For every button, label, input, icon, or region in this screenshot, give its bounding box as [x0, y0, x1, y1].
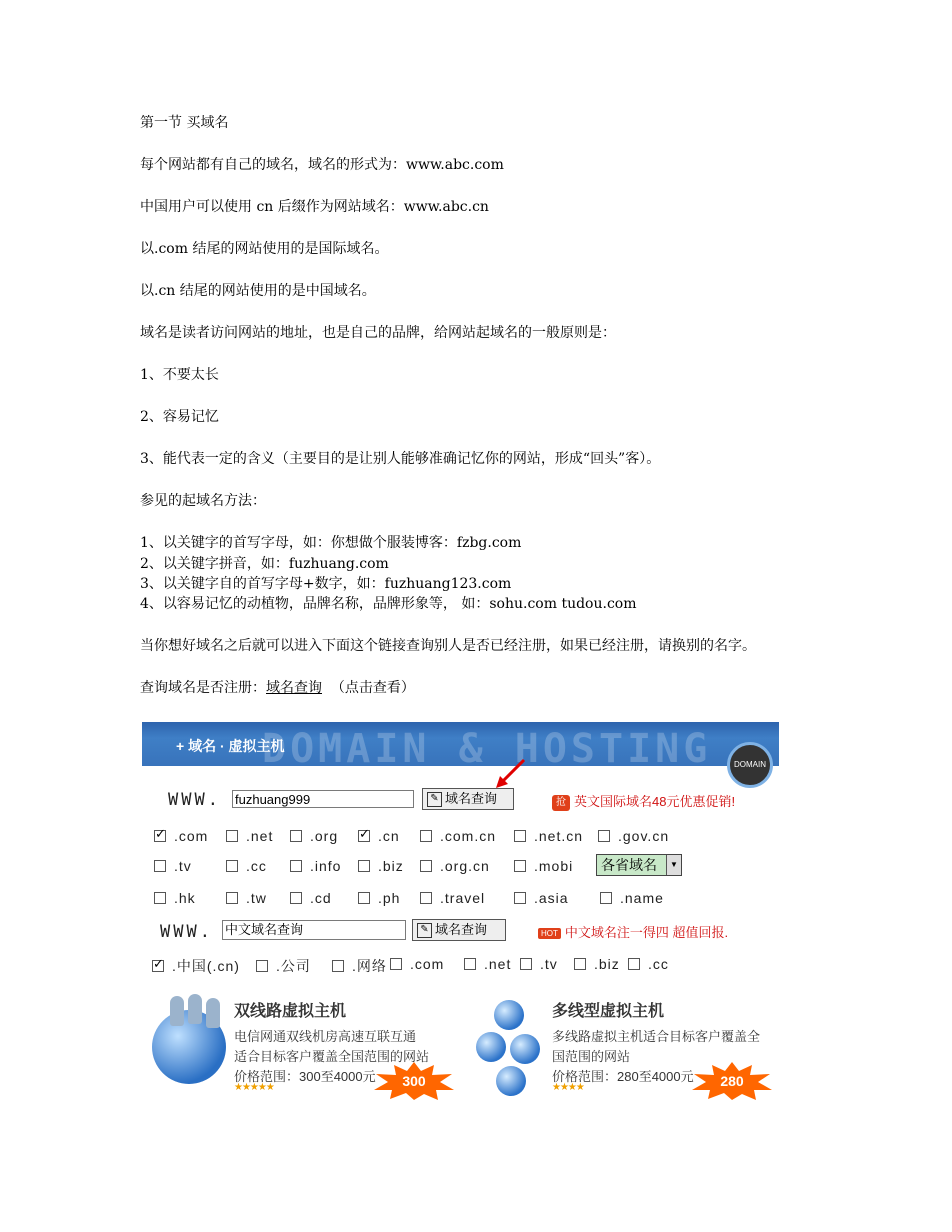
rule-item-1: 1、不要太长 [140, 367, 219, 383]
paragraph-cn-china: 以.cn 结尾的网站使用的是中国域名。 [140, 283, 376, 299]
rule-item-3: 3、能代表一定的含义（主要目的是让别人能够准确记忆你的网站，形成“回头”客）。 [140, 451, 661, 467]
checkbox-box[interactable] [600, 892, 612, 904]
person-icon [206, 998, 220, 1028]
checkbox-label: .cn [378, 828, 400, 844]
promo-tag-icon: 抢 [552, 795, 570, 811]
checkbox-label: .tv [174, 858, 192, 874]
checkbox-label: .tw [246, 890, 267, 906]
methods-heading: 参见的起域名方法： [140, 493, 266, 509]
checkbox-box[interactable] [226, 860, 238, 872]
checkbox-label: .net.cn [534, 828, 584, 844]
checkbox-box[interactable] [514, 860, 526, 872]
cn-tld-checkbox[interactable] [574, 956, 620, 972]
rating-stars-icon: ★★★★ [552, 1082, 584, 1093]
checkbox-box[interactable] [152, 960, 164, 972]
hosting-title: 多线型虚拟主机 [552, 1003, 665, 1020]
checkbox-label: .ph [378, 890, 401, 906]
cn-tld-checkbox[interactable] [628, 956, 669, 972]
checkbox-box[interactable] [358, 860, 370, 872]
checkbox-box[interactable] [290, 860, 302, 872]
checkbox-label: .中国(.cn) [172, 958, 240, 974]
checkbox-label: .网络 [352, 958, 387, 974]
pen-icon: ✎ [417, 923, 432, 938]
checkbox-label: .info [310, 858, 342, 874]
network-node-icon [510, 1034, 540, 1064]
checkbox-label: .com [174, 828, 209, 844]
checkbox-box[interactable] [226, 830, 238, 842]
tld-checkbox[interactable] [514, 828, 583, 844]
banner-title: + 域名 · 虚拟主机 [176, 738, 285, 754]
dropdown-arrow-icon: ▼ [666, 855, 681, 875]
checkbox-box[interactable] [628, 958, 640, 970]
domain-query-button[interactable] [422, 788, 514, 810]
checkbox-label: .org.cn [440, 858, 490, 874]
rating-stars-icon: ★★★★★ [234, 1082, 274, 1093]
paragraph-check-registration: 当你想好域名之后就可以进入下面这个链接查询别人是否已经注册，如果已经注册，请换别的名字。 [140, 638, 756, 654]
checkbox-box[interactable] [154, 860, 166, 872]
tld-checkbox[interactable] [154, 890, 196, 906]
checkbox-box[interactable] [290, 892, 302, 904]
cn-tld-checkbox[interactable] [520, 956, 558, 972]
person-icon [188, 994, 202, 1024]
tld-checkbox[interactable] [154, 828, 208, 844]
checkbox-box[interactable] [420, 860, 432, 872]
red-arrow-icon [494, 756, 530, 790]
checkbox-box[interactable] [154, 830, 166, 842]
paragraph-principles: 域名是读者访问网站的地址，也是自己的品牌，给网站起域名的一般原则是： [140, 325, 616, 341]
checkbox-box[interactable] [290, 830, 302, 842]
promo-chinese-text: 中文域名注一得四 超值回报. [564, 925, 729, 940]
checkbox-label: .org [310, 828, 339, 844]
checkbox-label: .mobi [534, 858, 574, 874]
province-domain-select[interactable] [596, 854, 682, 876]
tld-checkbox[interactable] [226, 828, 273, 844]
checkbox-label: .travel [440, 890, 486, 906]
tld-checkbox[interactable] [420, 858, 490, 874]
method-item-3: 3、以关键字自的首写字母+数字，如：fuzhuang123.com [140, 576, 512, 592]
tld-checkbox[interactable] [358, 890, 400, 906]
checkbox-box[interactable] [332, 960, 344, 972]
checkbox-box[interactable] [256, 960, 268, 972]
section-title: 第一节 买域名 [140, 115, 229, 131]
hosting-card-multi-line[interactable] [462, 990, 772, 1102]
paragraph-com-international: 以.com 结尾的网站使用的是国际域名。 [140, 241, 389, 257]
checkbox-label: .asia [534, 890, 569, 906]
www-label-chinese: WWW. [160, 922, 213, 942]
price-burst-icon [692, 1062, 772, 1100]
checkbox-box[interactable] [420, 892, 432, 904]
promo-english-domain[interactable] [552, 791, 735, 811]
checkbox-box[interactable] [598, 830, 610, 842]
banner-background-text: DOMAIN & HOSTING [262, 726, 712, 766]
checkbox-label: .公司 [276, 958, 311, 974]
chinese-domain-input[interactable]: 中文域名查询 [222, 920, 406, 940]
price-badge: 280 [720, 1073, 744, 1089]
cn-tld-checkbox[interactable] [464, 956, 511, 972]
cn-tld-checkbox[interactable] [332, 956, 387, 976]
checkbox-label: .hk [174, 890, 196, 906]
checkbox-label: .cc [246, 858, 267, 874]
checkbox-box[interactable] [358, 892, 370, 904]
checkbox-box[interactable] [520, 958, 532, 970]
cn-tld-checkbox[interactable] [256, 956, 311, 976]
province-select-value: 各省域名 [601, 857, 657, 873]
promo-english-text: 英文国际域名48元优惠促销! [574, 794, 736, 809]
chinese-query-button-label: 域名查询 [435, 922, 488, 937]
domain-hosting-widget [142, 718, 779, 1106]
person-icon [170, 996, 184, 1026]
domain-logo-icon: DOMAIN [727, 742, 773, 788]
domain-query-link[interactable]: 域名查询 [266, 680, 322, 696]
tld-checkbox[interactable] [226, 858, 267, 874]
hot-badge-icon: HOT [538, 928, 561, 939]
checkbox-box[interactable] [226, 892, 238, 904]
tld-checkbox[interactable] [290, 858, 341, 874]
checkbox-box[interactable] [464, 958, 476, 970]
hosting-card-dual-line[interactable] [144, 990, 454, 1102]
method-item-1: 1、以关键字的首写字母，如：你想做个服装博客：fzbg.com [140, 535, 522, 551]
tld-checkbox[interactable] [420, 890, 485, 906]
tld-checkbox[interactable] [514, 858, 573, 874]
checkbox-label: .tv [540, 956, 558, 972]
checkbox-box[interactable] [390, 958, 402, 970]
price-burst-icon [374, 1062, 454, 1100]
tld-checkbox[interactable] [226, 890, 267, 906]
hosting-desc-1: 多线路虚拟主机适合目标客户覆盖全 [552, 1029, 761, 1044]
hosting-desc-2: 适合目标客户覆盖全国范围的网站 [234, 1049, 430, 1064]
tld-checkbox[interactable] [600, 890, 664, 906]
hosting-desc-2: 国范围的网站 [552, 1049, 631, 1064]
checkbox-box[interactable] [514, 830, 526, 842]
query-prefix: 查询域名是否注册： [140, 680, 266, 696]
tld-checkbox[interactable] [358, 858, 404, 874]
hosting-price: 价格范围：300至4000元 [234, 1069, 376, 1084]
method-item-4: 4、以容易记忆的动植物，品牌名称，品牌形象等， 如：sohu.com tudou.com [140, 596, 637, 612]
checkbox-label: .com [410, 956, 445, 972]
method-item-2: 2、以关键字拼音，如：fuzhuang.com [140, 556, 389, 572]
checkbox-label: .name [620, 890, 664, 906]
rule-item-2: 2、容易记忆 [140, 409, 219, 425]
checkbox-box[interactable] [514, 892, 526, 904]
checkbox-label: .biz [378, 858, 404, 874]
checkbox-label: .biz [594, 956, 620, 972]
tld-checkbox[interactable] [154, 858, 192, 874]
checkbox-box[interactable] [358, 830, 370, 842]
www-label: WWW. [168, 790, 221, 810]
query-line [140, 679, 415, 697]
checkbox-label: .gov.cn [618, 828, 670, 844]
network-node-icon [494, 1000, 524, 1030]
checkbox-box[interactable] [420, 830, 432, 842]
widget-banner [142, 718, 779, 766]
domain-search-input[interactable]: fuzhuang999 [232, 790, 414, 808]
network-node-icon [496, 1066, 526, 1096]
checkbox-label: .net [246, 828, 274, 844]
cn-tld-checkbox[interactable] [390, 956, 444, 972]
tld-checkbox[interactable] [290, 890, 332, 906]
tld-checkbox[interactable] [290, 828, 338, 844]
hosting-price: 价格范围：280至4000元 [552, 1069, 694, 1084]
checkbox-label: .cd [310, 890, 332, 906]
checkbox-box[interactable] [574, 958, 586, 970]
checkbox-label: .net [484, 956, 512, 972]
tld-checkbox[interactable] [358, 828, 400, 844]
checkbox-label: .com.cn [440, 828, 497, 844]
promo-chinese-domain[interactable] [538, 922, 728, 941]
paragraph-domain-form: 每个网站都有自己的域名，域名的形式为：www.abc.com [140, 157, 504, 173]
domain-query-button-label: 域名查询 [445, 791, 498, 806]
hosting-desc-1: 电信网通双线机房高速互联互通 [234, 1029, 417, 1044]
paragraph-cn-suffix: 中国用户可以使用 cn 后缀作为网站域名：www.abc.cn [140, 199, 489, 215]
network-node-icon [476, 1032, 506, 1062]
hosting-title: 双线路虚拟主机 [234, 1003, 347, 1020]
tld-checkbox[interactable] [420, 828, 496, 844]
cn-tld-checkbox[interactable] [152, 956, 240, 976]
query-suffix: （点击查看） [330, 680, 415, 696]
pen-icon: ✎ [427, 792, 442, 807]
tld-checkbox[interactable] [598, 828, 669, 844]
chinese-domain-query-button[interactable] [412, 919, 506, 941]
price-badge: 300 [402, 1073, 426, 1089]
tld-checkbox[interactable] [514, 890, 569, 906]
checkbox-box[interactable] [154, 892, 166, 904]
checkbox-label: .cc [648, 956, 669, 972]
